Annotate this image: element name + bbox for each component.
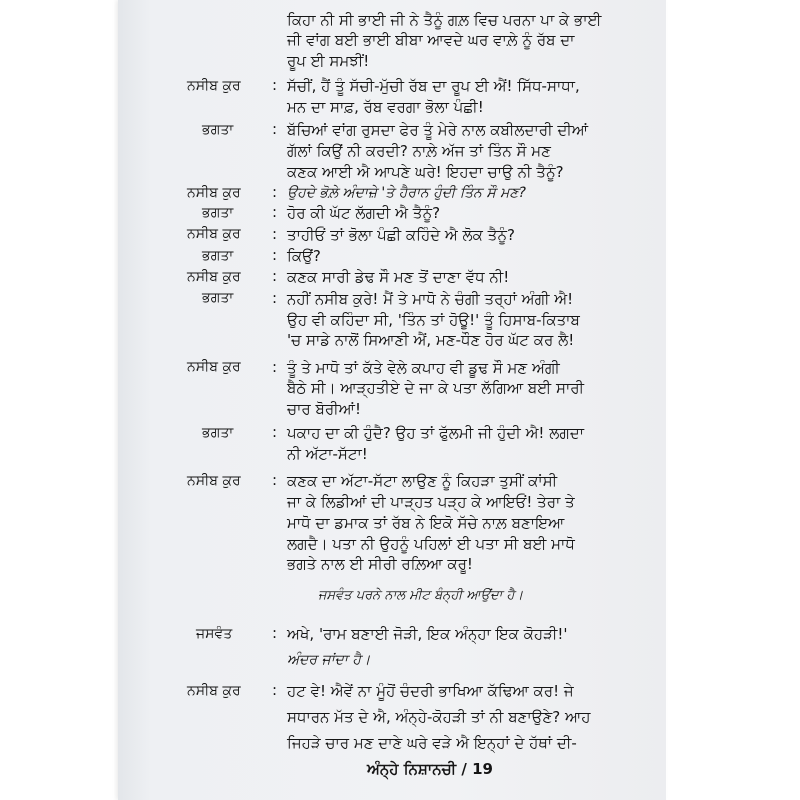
dialogue-line: ਭਗਤੇ ਨਾਲ ਈ ਸੀਰੀ ਰਲ਼ਿਆ ਕਰੂ! [287,555,473,574]
dialogue-line: ਅਖੇ, 'ਰਾਮ ਬਣਾਈ ਜੋੜੀ, ਇਕ ਅੰਨ੍ਹਾ ਇਕ ਕੋਹੜੀ!' [287,625,568,643]
speaker-name: ਭਗਤਾ [202,424,234,441]
dialogue-line: ਤਾਹੀਓਂ ਤਾਂ ਭੋਲਾ ਪੰਛੀ ਕਹਿੰਦੇ ਐ ਲੋਕ ਤੈਨੂੰ? [287,225,515,244]
dialogue-line: ਕਣਕ ਆਈ ਐ ਆਪਣੇ ਘਰੇ! ਇਹਦਾ ਚਾਉ ਨੀ ਤੈਨੂੰ? [287,162,564,181]
dialogue-line: 'ਚ ਸਾਡੇ ਨਾਲੋਂ ਸਿਆਣੀ ਐਂ, ਮਣ-ਧੌਣ ਹੋਰ ਘੱਟ ਕਰ ਲੈ! [287,331,575,350]
dialogue-line: ਉਹ ਵੀ ਕਹਿੰਦਾ ਸੀ, 'ਤਿੰਨ ਤਾਂ ਹੋਊ!' ਤੂੰ ਹਿਸਾਬ-ਕਿਤਾਬ [287,310,580,329]
colon: : [272,423,278,442]
dialogue-line: ਬੈਠੇ ਸੀ। ਆੜ੍ਹਤੀਏ ਦੇ ਜਾ ਕੇ ਪਤਾ ਲੱਗਿਆ ਬਈ ਸਾਰੀ [287,379,585,398]
speaker-name: ਨਸੀਬ ਕੁਰ [187,77,241,94]
text-line: ਰੂਪ ਈ ਸਮਝੀਂ! [287,52,370,71]
dialogue-line: ਜਿਹੜੇ ਚਾਰ ਮਣ ਦਾਣੇ ਘਰੇ ਵੜੇ ਐ ਇਨ੍ਹਾਂ ਦੇ ਹੱਥਾਂ ਦੀ- [287,734,577,752]
dialogue-line: ਮਾਧੋ ਦਾ ਡਮਾਕ ਤਾਂ ਰੱਬ ਨੇ ਇਕੋ ਸੱਚੇ ਨਾਲ਼ ਬਣਾਇਆ [287,513,565,532]
dialogue-line: ਤੂੰ ਤੇ ਮਾਧੋ ਤਾਂ ਕੱਤੇ ਵੇਲੇ ਕਪਾਹ ਵੀ ਡੂਢ ਸੌ ਮਣ ਅੰਗੀ [287,358,560,377]
dialogue-line: ਕਿਉਂ? [287,247,321,266]
speaker-name: ਨਸੀਬ ਕੁਰ [187,226,241,243]
speaker-name: ਜਸਵੰਤ [196,626,233,642]
colon: : [272,681,278,699]
colon: : [272,471,278,490]
dialogue-line: ਪਕਾਹ ਦਾ ਕੀ ਹੁੰਦੈ? ਉਹ ਤਾਂ ਫੁੱਲਮੀ ਜੀ ਹੁੰਦੀ ਐ! ਲਗਦਾ [287,424,585,443]
dialogue-line: ਨੀ ਅੱਟਾ-ਸੱਟਾ! [287,445,368,463]
dialogue-line: ਕਣਕ ਸਾਰੀ ਡੇਢ ਸੌ ਮਣ ਤੋਂ ਦਾਣਾ ਵੱਧ ਨੀ! [287,268,510,287]
dialogue-line: ਮਨ ਦਾ ਸਾਫ਼, ਰੱਬ ਵਰਗਾ ਭੋਲਾ ਪੰਛੀ! [287,97,484,116]
dialogue-line: ਸੱਚੀਂ, ਹੈਂ ਤੂੰ ਸੱਚੀ-ਮੁੱਚੀ ਰੱਬ ਦਾ ਰੂਪ ਈ ਐਂ! ਸਿੱਧ-ਸਾਧਾ, [287,77,580,95]
dialogue-line: ਕਣਕ ਦਾ ਅੱਟਾ-ਸੱਟਾ ਲਾਉਣ ਨੂੰ ਕਿਹੜਾ ਤੁਸੀਂ ਕਾਂਸੀ [287,472,558,491]
speaker-name: ਭਗਤਾ [202,290,234,307]
speaker-name: ਭਗਤਾ [202,121,234,138]
dialogue-line: ਜਾ ਕੇ ਲਿਡੀਆਂ ਦੀ ਪਾੜ੍ਹਤ ਪੜ੍ਹ ਕੇ ਆਇਓਂ! ਤੇਰਾ ਤੇ [287,493,575,511]
colon: : [272,120,278,138]
speaker-name: ਨਸੀਬ ਕੁਰ [187,268,241,285]
page-footer [0,760,800,778]
speaker-name: ਨਸੀਬ ਕੁਰ [187,683,241,699]
dialogue-line: ਹਟ ਵੇ! ਐਵੇਂ ਨਾ ਮੂੰਹੋਂ ਚੰਦਰੀ ਭਾਖਿਆ ਕੱਢਿਆ ਕਰ! ਜੇ [287,682,574,700]
speaker-name: ਨਸੀਬ ਕੁਰ [187,359,241,376]
stage-direction-inline: ਅੰਦਰ ਜਾਂਦਾ ਹੈ। [287,652,371,668]
page-number-title: ਅੰਨ੍ਹੇ ਨਿਸ਼ਾਨਚੀ / 19 [367,760,493,778]
dialogue-line: ਚਾਰ ਬੋਰੀਆਂ! [287,400,362,419]
colon: : [272,76,278,94]
dialogue-line: ਨਹੀਂ ਨਸੀਬ ਕੁਰੇ! ਮੈਂ ਤੇ ਮਾਧੋ ਨੇ ਚੰਗੀ ਤਰ੍ਹਾਂ ਅੰਗੀ ਐ! [287,289,574,308]
speaker-name: ਨਸੀਬ ਕੁਰ [187,472,241,489]
speaker-name: ਭਗਤਾ [202,204,234,221]
speaker-name: ਭਗਤਾ [202,248,234,264]
colon: : [272,624,278,642]
colon: : [272,267,278,286]
colon: : [272,224,278,243]
stage-direction: ਜਸਵੰਤ ਪਰਨੇ ਨਾਲ ਮੀਟ ਬੰਨ੍ਹੀ ਆਉਂਦਾ ਹੈ। [318,588,524,603]
colon: : [272,183,278,202]
dialogue-line: ਉਹਦੇ ਭੋਲ਼ੇ ਅੰਦਾਜ਼ੇ 'ਤੇ ਹੈਰਾਨ ਹੁੰਦੀ ਤਿੰਨ ਸੌ ਮਣ? [287,185,526,202]
dialogue-line: ਹੋਰ ਕੀ ਘੱਟ ਲੱਗਦੀ ਐ ਤੈਨੂੰ? [287,204,441,223]
text-line: ਜੀ ਵਾਂਗ ਬਈ ਭਾਈ ਬੀਬਾ ਆਵਦੇ ਘਰ ਵਾਲ਼ੇ ਨੂੰ ਰੱਬ ਦਾ [287,31,575,50]
text-line: ਕਿਹਾ ਨੀ ਸੀ ਭਾਈ ਜੀ ਨੇ ਤੈਨੂੰ ਗਲ਼ ਵਿਚ ਪਰਨਾ ਪਾ ਕੇ ਭਾਈ [287,10,602,29]
dialogue-line: ਬੱਚਿਆਂ ਵਾਂਗ ਰੁਸਦਾ ਫੇਰ ਤੂੰ ਮੇਰੇ ਨਾਲ ਕਬੀਲਦਾਰੀ ਦੀਆਂ [287,121,589,139]
speaker-name: ਨਸੀਬ ਕੁਰ [187,184,241,201]
dialogue-line: ਸਧਾਰਨ ਮੱਤ ਦੇ ਐ, ਅੰਨ੍ਹੇ-ਕੋਹੜੀ ਤਾਂ ਨੀ ਬਣਾਉਣੇ? ਆਹ [287,708,591,726]
colon: : [272,288,278,307]
dialogue-line: ਲਗਦੈ। ਪਤਾ ਨੀ ਉਹਨੂੰ ਪਹਿਲਾਂ ਈ ਪਤਾ ਸੀ ਬਈ ਮਾਧੋ [287,534,575,553]
colon: : [272,246,278,265]
colon: : [272,357,278,376]
colon: : [272,203,278,222]
dialogue-line: ਗੱਲਾਂ ਕਿਉਂ ਨੀ ਕਰਦੀ? ਨਾਲ਼ੇ ਅੱਜ ਤਾਂ ਤਿੰਨ ਸੌ ਮਣ [287,141,551,160]
